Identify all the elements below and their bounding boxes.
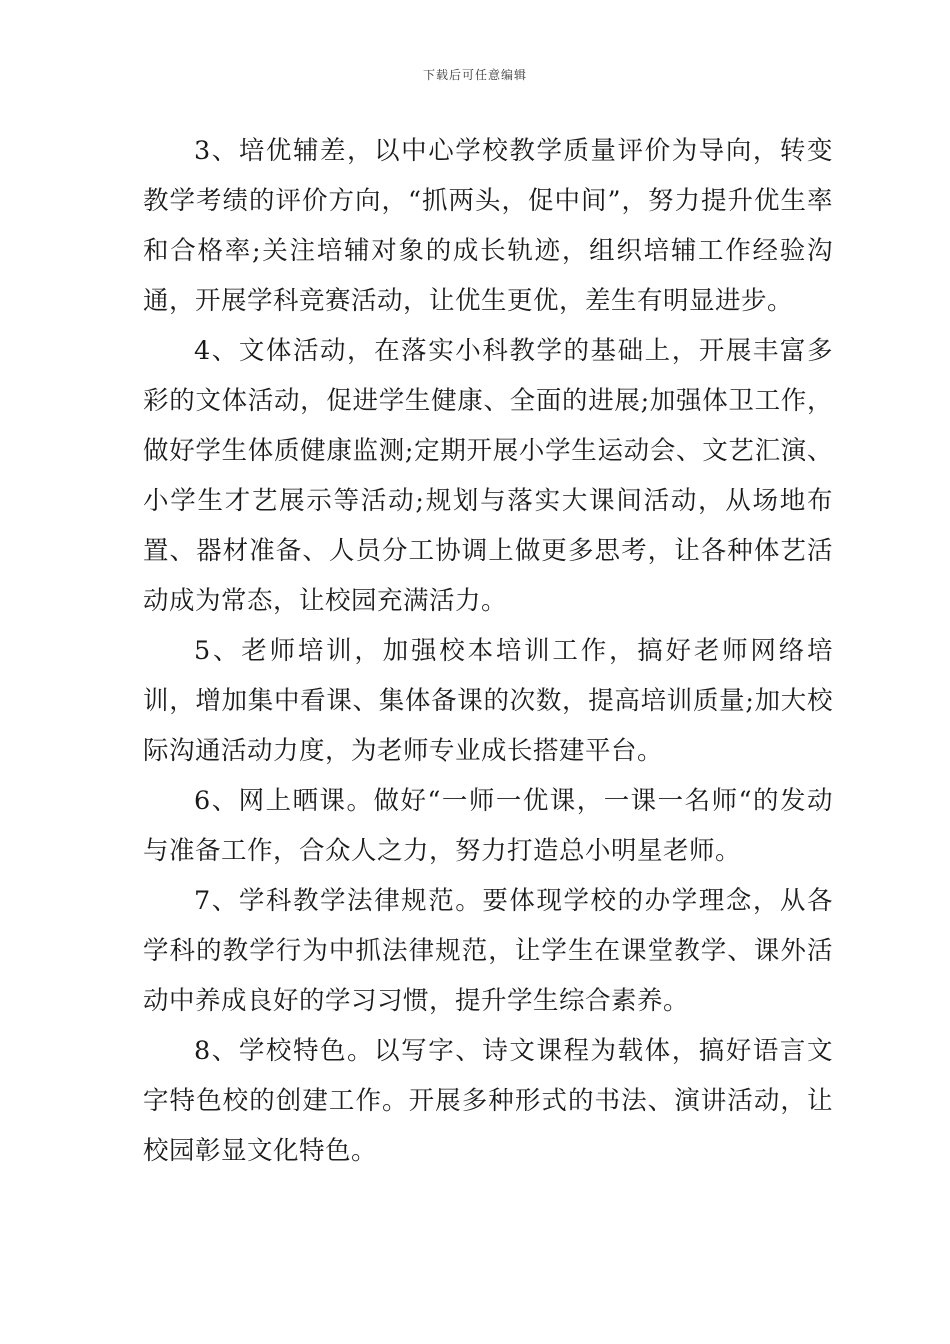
paragraph-5-teacher-training: 5、老师培训，加强校本培训工作，搞好老师网络培训，增加集中看课、集体备课的次数，提高培训质量;加大校际沟通活动力度，为老师专业成长搭建平台。: [143, 636, 833, 766]
paragraph-8-school-features: 8、学校特色。以写字、诗文课程为载体，搞好语言文字特色校的创建工作。开展多种形式的书法、演讲活动，让校园彰显文化特色。: [143, 1036, 833, 1166]
page-header: 下载后可任意编辑: [422, 68, 527, 82]
paragraph-7-teaching-standards: 7、学科教学法律规范。要体现学校的办学理念，从各学科的教学行为中抓法律规范，让学生在课堂教学、课外活动中养成良好的学习习惯，提升学生综合素养。: [143, 886, 833, 1016]
paragraph-4-sports-activities: 4、文体活动，在落实小科教学的基础上，开展丰富多彩的文体活动，促进学生健康、全面的进展;加强体卫工作，做好学生体质健康监测;定期开展小学生运动会、文艺汇演、小学生才艺展示等活动;规划与落实大课间活动，从场地布置、器材准备、人员分工协调上做更多思考，让各种体艺活动成为常态，让校园充满活力。: [143, 336, 833, 616]
paragraph-3-tutoring: 3、培优辅差，以中心学校教学质量评价为导向，转变教学考绩的评价方向，“抓两头，促中间”，努力提升优生率和合格率;关注培辅对象的成长轨迹，组织培辅工作经验沟通，开展学科竞赛活动，让优生更优，差生有明显进步。: [143, 136, 833, 316]
paragraph-6-online-lessons: 6、网上晒课。做好“一师一优课，一课一名师“的发动与准备工作，合众人之力，努力打造总小明星老师。: [143, 786, 833, 866]
document-body: [143, 126, 833, 1176]
